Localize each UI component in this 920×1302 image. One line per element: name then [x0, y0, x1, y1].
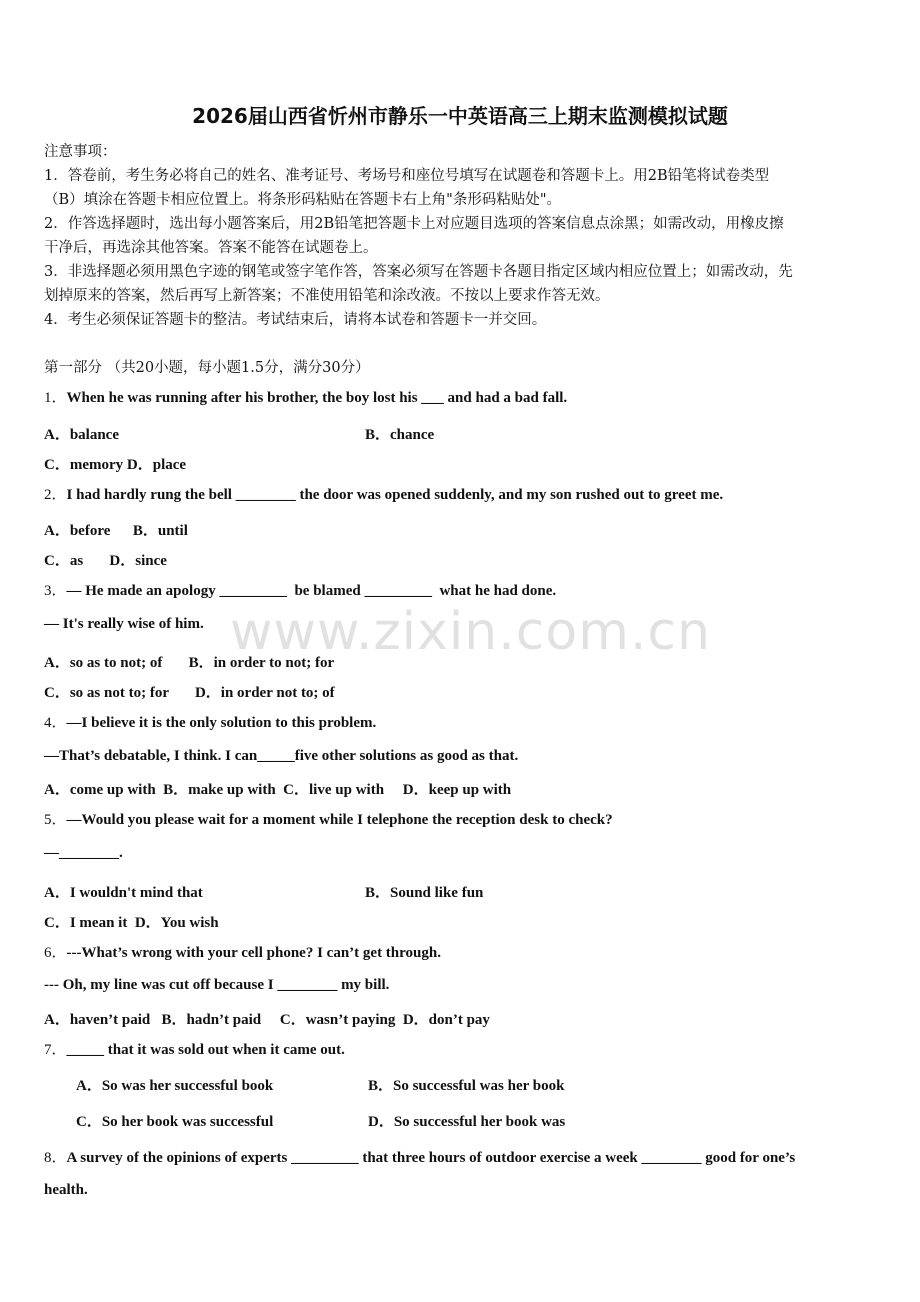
question-number: 8． — [44, 1150, 67, 1166]
watermark: www.zixin.com.cn — [230, 602, 711, 662]
question-line: --- Oh, my line was cut off because I ________ my bill. — [44, 977, 390, 993]
option: C．memory D．place — [44, 457, 187, 473]
question-stem: —Would you please wait for a moment while I telephone the reception desk to check? — [66, 812, 613, 828]
question-3 — [44, 579, 556, 600]
question-6 — [44, 941, 441, 962]
question-number: 2． — [44, 487, 67, 503]
notice-line: 划掉原来的答案，然后再写上新答案；不准使用铅笔和涂改液。不按以上要求作答无效。 — [44, 288, 610, 304]
question-1 — [44, 386, 567, 407]
notice-line: （B）填涂在答题卡相应位置上。将条形码粘贴在答题卡右上角"条形码粘贴处"。 — [44, 192, 561, 208]
notice-line: 3．非选择题必须用黑色字迹的钢笔或签字笔作答，答案必须写在答题卡各题目指定区域内相应位置上；如需改动，先 — [44, 264, 793, 280]
option: B．Sound like fun — [365, 885, 484, 901]
question-line: —That’s debatable, I think. I can_____five other solutions as good as that. — [44, 748, 519, 764]
question-line: — It's really wise of him. — [44, 616, 204, 632]
question-stem: A survey of the opinions of experts _________ that three hours of outdoor exercise a week ________ good for one’s — [66, 1150, 796, 1166]
notice-heading: 注意事项： — [44, 144, 117, 160]
question-stem: —I believe it is the only solution to this problem. — [66, 715, 377, 731]
question-number: 1． — [44, 390, 67, 406]
option: A．haven’t paid B．hadn’t paid C．wasn’t paying D．don’t pay — [44, 1012, 490, 1028]
option: B．chance — [365, 427, 435, 443]
question-number: 3． — [44, 583, 67, 599]
option: C．So her book was successful — [76, 1114, 274, 1130]
option: A．before B．until — [44, 523, 188, 539]
option: A．I wouldn't mind that — [44, 885, 203, 901]
question-2 — [44, 483, 723, 504]
option: C．I mean it D．You wish — [44, 915, 219, 931]
option: A．balance — [44, 427, 120, 443]
question-8 — [44, 1146, 795, 1167]
question-7 — [44, 1038, 345, 1059]
question-number: 7． — [44, 1042, 67, 1058]
option: A．so as to not; of B．in order to not; for — [44, 655, 335, 671]
question-5 — [44, 808, 613, 829]
option: B．So successful was her book — [368, 1078, 565, 1094]
notice-line: 1．答卷前，考生务必将自己的姓名、准考证号、考场号和座位号填写在试题卷和答题卡上。用2B铅笔将试卷类型 — [44, 168, 770, 184]
option: A．come up with B．make up with C．live up with D．keep up with — [44, 782, 512, 798]
notice-line: 4．考生必须保证答题卡的整洁。考试结束后，请将本试卷和答题卡一并交回。 — [44, 312, 547, 328]
question-stem: _____ that it was sold out when it came out. — [66, 1042, 345, 1058]
option: A．So was her successful book — [76, 1078, 274, 1094]
question-stem: ---What’s wrong with your cell phone? I can’t get through. — [66, 945, 441, 961]
question-line: —________. — [44, 845, 123, 861]
notice-line: 2．作答选择题时，选出每小题答案后，用2B铅笔把答题卡上对应题目选项的答案信息点涂黑；如需改动，用橡皮擦 — [44, 216, 784, 232]
page-title: 2026届山西省忻州市静乐一中英语高三上期末监测模拟试题 — [192, 104, 728, 128]
question-number: 4． — [44, 715, 67, 731]
question-stem: When he was running after his brother, the boy lost his ___ and had a bad fall. — [66, 390, 568, 406]
question-stem: — He made an apology _________ be blamed _________ what he had done. — [66, 583, 557, 599]
notice-line: 干净后，再选涂其他答案。答案不能答在试题卷上。 — [44, 240, 378, 256]
option: C．so as not to; for D．in order not to; of — [44, 685, 335, 701]
question-4 — [44, 711, 376, 732]
question-line: health. — [44, 1182, 88, 1198]
question-number: 5． — [44, 812, 67, 828]
question-number: 6． — [44, 945, 67, 961]
section-heading: 第一部分 （共20小题，每小题1.5分，满分30分） — [44, 360, 370, 376]
option: D．So successful her book was — [368, 1114, 566, 1130]
option: C．as D．since — [44, 553, 167, 569]
question-stem: I had hardly rung the bell ________ the door was opened suddenly, and my son rushed out to greet me. — [66, 487, 724, 503]
